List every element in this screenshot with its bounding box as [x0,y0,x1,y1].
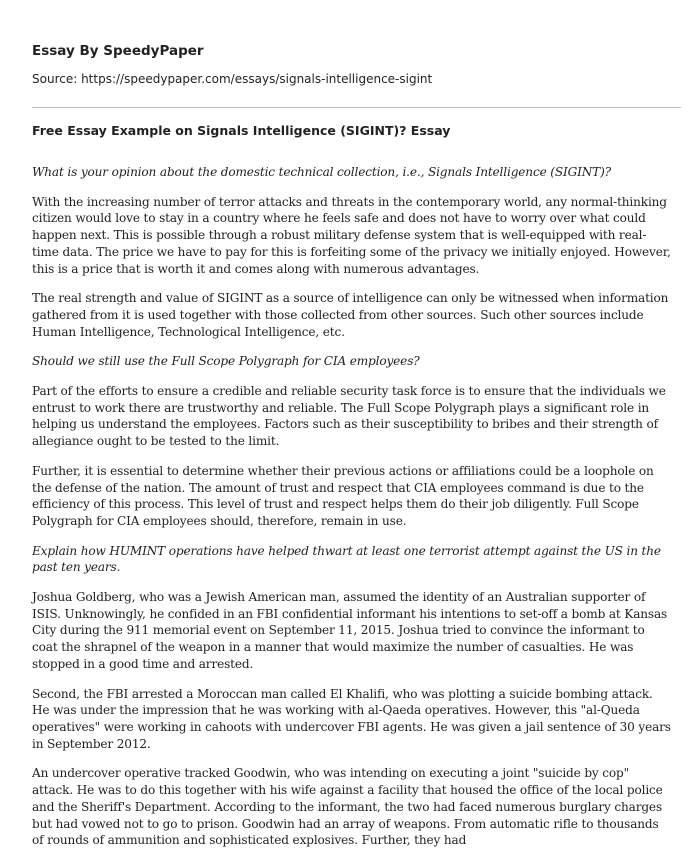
question-paragraph: Should we still use the Full Scope Polygraph for CIA employees? [32,354,420,369]
source-line: Source: https://speedypaper.com/essays/signals-intelligence-sigint [32,72,433,86]
body-paragraph: Second, the FBI arrested a Moroccan man called El Khalifi, who was plotting a suicide bombing attack. He was under the impression that he was working with al-Qaeda operatives. However, this "al-Queda operatives" were working in cahoots with undercover FBI agents. He was given a jail sentence of 30 years in September 2012. [32,686,671,751]
body-paragraph: With the increasing number of terror attacks and threats in the contemporary world, any normal-thinking citizen would love to stay in a country where he feels safe and does not have to worry over what could happen next. This is possible through a robust military defense system that is well-equipped with real-time data. The price we have to pay for this is forfeiting some of the privacy we initially enjoyed. However, this is a price that is worth it and comes along with numerous advantages. [32,194,671,276]
question-paragraph: What is your opinion about the domestic technical collection, i.e., Signals Intelligence (SIGINT)? [32,165,611,179]
body-paragraph: An undercover operative tracked Goodwin, who was intending on executing a joint "suicide by cop" attack. He was to do this together with his wife against a facility that housed the office of the local police and the Sheriff's Department. According to the informant, the two had faced numerous burglary charges but had vowed not to go to prison. Goodwin had an array of weapons. From automatic rifle to thousands of rounds of ammunition and sophisticated explosives. Further, they had [32,766,663,848]
essay-content [32,164,672,850]
question-paragraph: Explain how HUMINT operations have helped thwart at least one terrorist attempt against the US in the past ten years. [32,543,661,575]
header-divider [32,107,681,108]
body-paragraph: Further, it is essential to determine whether their previous actions or affiliations could be a loophole on the defense of the nation. The amount of trust and respect that CIA employees command is due to the efficiency of this process. This level of trust and respect helps them do their job diligently. Full Scope Polygraph for CIA employees should, therefore, remain in use. [32,463,654,528]
body-paragraph: Part of the efforts to ensure a credible and reliable security task force is to ensure that the individuals we entrust to work there are trustworthy and reliable. The Full Scope Polygraph plays a significant role in helping us understand the employees. Factors such as their susceptibility to bribes and their strength of allegiance ought to be tested to the limit. [32,384,666,449]
site-title: Essay By SpeedyPaper [32,43,204,59]
body-paragraph: Joshua Goldberg, who was a Jewish American man, assumed the identity of an Australian supporter of ISIS. Unknowingly, he confided in an FBI confidential informant his intentions to set-off a bomb at Kansas City during the 911 memorial event on September 11, 2015. Joshua tried to convince the informant to coat the shrapnel of the weapon in a manner that would maximize the number of casualties. He was stopped in a good time and arrested. [32,590,668,671]
essay-title: Free Essay Example on Signals Intelligence (SIGINT)? Essay [32,123,451,138]
body-paragraph: The real strength and value of SIGINT as a source of intelligence can only be witnessed when information gathered from it is used together with those collected from other sources. Such other sources include Human Intelligence, Technological Intelligence, etc. [32,291,669,339]
